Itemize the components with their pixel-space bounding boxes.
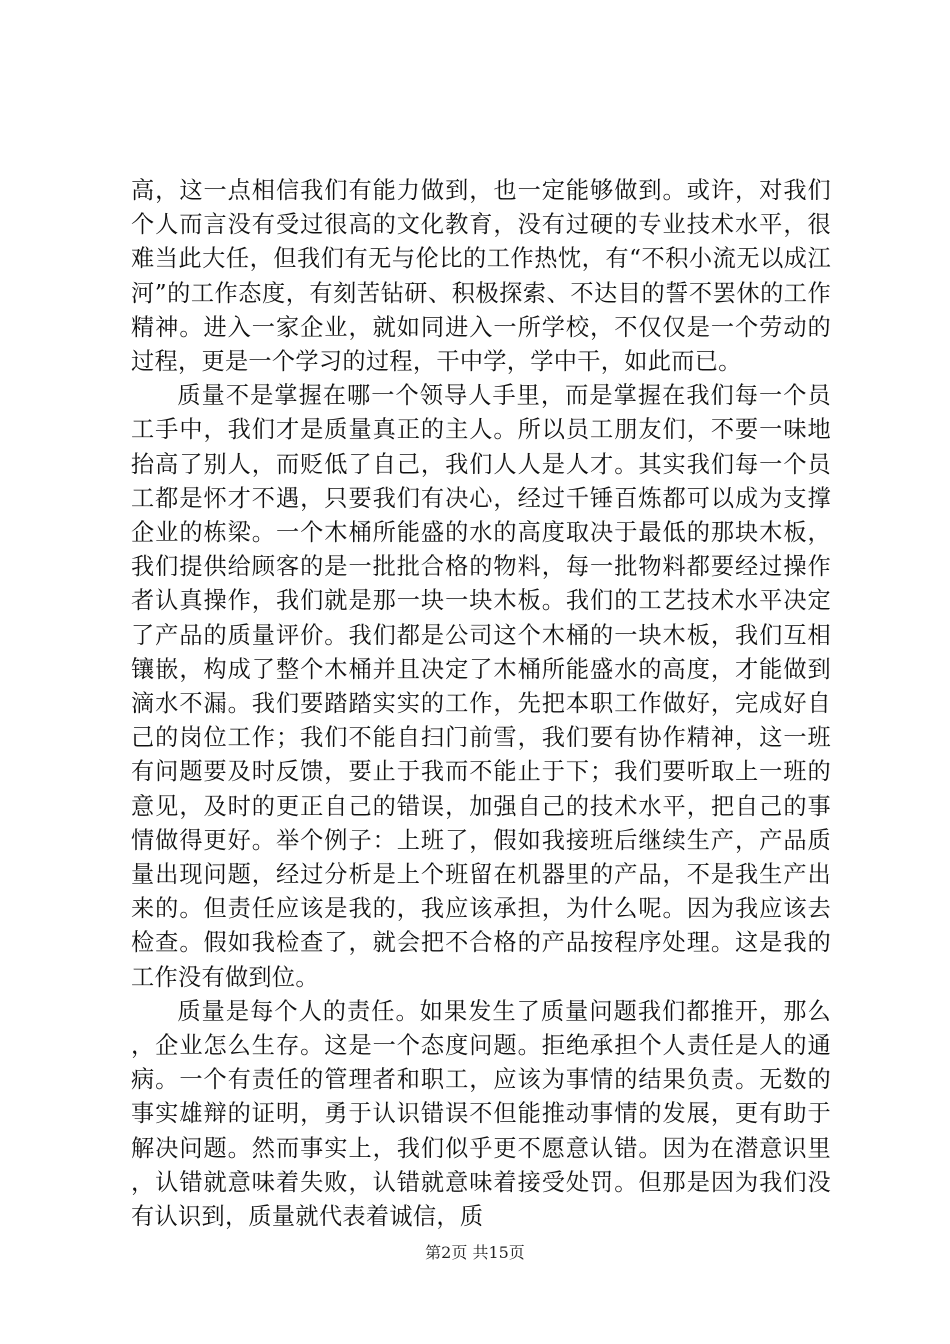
paragraph-quality-ownership: 质量不是掌握在哪一个领导人手里，而是掌握在我们每一个员工手中，我们才是质量真正的主人。所以员工朋友们，不要一味地抬高了别人，而贬低了自己，我们人人是人才。其实我们每一个员工都是怀才不遇，只要我们有决心，经过千锤百炼都可以成为支撑企业的栋梁。一个木桶所能盛的水的高度取决于最低的那块木板，我们提供给顾客的是一批批合格的物料，每一批物料都要经过操作者认真操作，我们就是那一块一块木板。我们的工艺技术水平决定了产品的质量评价。我们都是公司这个木桶的一块木板，我们互相镶嵌，构成了整个木桶并且决定了木桶所能盛水的高度，才能做到滴水不漏。我们要踏踏实实的工作，先把本职工作做好，完成好自己的岗位工作；我们不能自扫门前雪，我们要有协作精神，这一班有问题要及时反馈，要止于我而不能止于下；我们要听取上一班的意见，及时的更正自己的错误，加强自己的技术水平，把自己的事情做得更好。举个例子：上班了，假如我接班后继续生产，产品质量出现问题，经过分析是上个班留在机器里的产品，不是我生产出来的。但责任应该是我的，我应该承担，为什么呢。因为我应该去检查。假如我检查了，就会把不合格的产品按程序处理。这是我的工作没有做到位。: [131, 382, 831, 991]
page-number-footer: 第2页 共15页: [425, 1243, 525, 1262]
document-body: [131, 174, 831, 1234]
paragraph-continuation: 高，这一点相信我们有能力做到，也一定能够做到。或许，对我们个人而言没有受过很高的文化教育，没有过硬的专业技术水平，很难当此大任，但我们有无与伦比的工作热忱，有“不积小流无以成江河”的工作态度，有刻苦钻研、积极探索、不达目的誓不罢休的工作精神。进入一家企业，就如同进入一所学校，不仅仅是一个劳动的过程，更是一个学习的过程，干中学，学中干，如此而已。: [131, 177, 831, 376]
paragraph-quality-responsibility: 质量是每个人的责任。如果发生了质量问题我们都推开，那么，企业怎么生存。这是一个态度问题。拒绝承担个人责任是人的通病。一个有责任的管理者和职工，应该为事情的结果负责。无数的事实雄辩的证明，勇于认识错误不但能推动事情的发展，更有助于解决问题。然而事实上，我们似乎更不愿意认错。因为在潜意识里，认错就意味着失败，认错就意味着接受处罚。但那是因为我们没有认识到，质量就代表着诚信，质: [131, 997, 831, 1231]
